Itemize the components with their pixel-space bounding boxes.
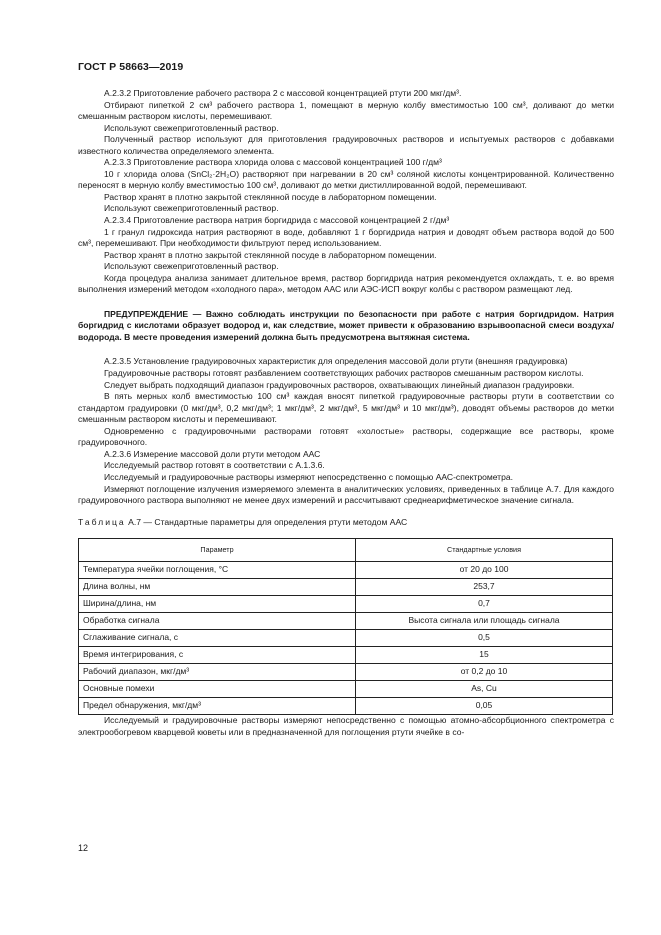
- paragraph: А.2.3.4 Приготовление раствора натрия боргидрида с массовой концентрацией 2 г/дм³: [104, 215, 450, 226]
- document-header: ГОСТ Р 58663—2019: [78, 61, 184, 73]
- warning-paragraph: ПРЕДУПРЕЖДЕНИЕ — Важно соблюдать инструкции по безопасности при работе с натрия боргидридом. Натрия боргидрид с кислотами образует водород и, как следствие, может привести к образованию взрывоопасной смеси воздуха/водорода. В месте проведения измерений должна быть предусмотрена вытяжная система.: [78, 308, 614, 342]
- paragraph: Раствор хранят в плотно закрытой стеклянной посуде в лабораторном помещении.: [104, 191, 437, 202]
- paragraph: Исследуемый раствор готовят в соответствии с А.1.3.6.: [104, 460, 325, 471]
- page-number: 12: [78, 843, 89, 853]
- table-header-cell: Параметр: [79, 539, 356, 562]
- paragraph: Одновременно с градуировочными растворами готовят «холостые» растворы, содержащие все растворы, кроме градуировочного.: [78, 425, 614, 448]
- table-cell-parameter: Предел обнаружения, мкг/дм³: [79, 698, 356, 715]
- table-row: [79, 681, 613, 698]
- paragraph: Используют свежеприготовленный раствор.: [104, 122, 279, 133]
- table-header-row: [79, 539, 613, 562]
- paragraph: А.2.3.2 Приготовление рабочего раствора 2 с массовой концентрацией ртути 200 мкг/дм³.: [104, 88, 462, 98]
- table-row: [79, 630, 613, 647]
- table-cell-value: As, Cu: [356, 681, 613, 698]
- table-row: [79, 647, 613, 664]
- table-caption: [78, 517, 614, 529]
- table-cell-parameter: Сглаживание сигнала, с: [79, 630, 356, 647]
- table-row: [79, 664, 613, 681]
- paragraph: 10 г хлорида олова (SnCl₂·2H₂O) растворяют при нагревании в 20 см³ соляной кислоты концентрированной. Количественно переносят в мерную колбу вместимостью 100 см³, доливают до метки дистиллированной водой, перемешивают.: [78, 168, 614, 191]
- paragraph: 1 г гранул гидроксида натрия растворяют в воде, добавляют 1 г боргидрида натрия и доводят объем раствора водой до 500 см³, перемешивают. При необходимости фильтруют перед использованием.: [78, 226, 614, 249]
- table-row: [79, 698, 613, 715]
- table-cell-value: 0,05: [356, 698, 613, 715]
- table-row: [79, 579, 613, 596]
- parameters-table: [78, 538, 613, 715]
- paragraph: А.2.3.5 Установление градуировочных характеристик для определения массовой доли ртути (внешняя градуировка): [104, 356, 568, 367]
- paragraph: Измеряют поглощение излучения измеряемого элемента в аналитических условиях, приведенных в таблице А.7. Для каждого градуировочного раствора выполняют не менее двух измерений и рассчитывают среднеарифметическое значение сигнала.: [78, 483, 614, 506]
- table-cell-parameter: Рабочий диапазон, мкг/дм³: [79, 664, 356, 681]
- paragraph: А.2.3.6 Измерение массовой доли ртути методом ААС: [104, 448, 321, 459]
- paragraph: Следует выбрать подходящий диапазон градуировочных растворов, охватывающих линейный диапазон градуировки.: [104, 379, 575, 390]
- table-caption-label: Таблица: [78, 516, 126, 527]
- paragraph: Исследуемый и градуировочные растворы измеряют непосредственно с помощью атомно-абсорбционного спектрометра с электрообогревом кварцевой кюветы или в предназначенной для поглощения ртути ячейке в со-: [78, 715, 614, 737]
- paragraph: Полученный раствор используют для приготовления градуировочных растворов и испытуемых растворов с добавками известного количества определяемого элемента.: [78, 134, 614, 156]
- table-row: [79, 613, 613, 630]
- table-cell-value: 0,5: [356, 630, 613, 647]
- paragraph: Раствор хранят в плотно закрытой стеклянной посуде в лабораторном помещении.: [104, 249, 437, 260]
- table-cell-parameter: Ширина/длина, нм: [79, 596, 356, 613]
- paragraph: Используют свежеприготовленный раствор.: [104, 261, 279, 272]
- table-cell-value: 0,7: [356, 596, 613, 613]
- table-header-cell: Стандартные условия: [356, 539, 613, 562]
- paragraph: Используют свежеприготовленный раствор.: [104, 203, 279, 214]
- table-cell-value: от 20 до 100: [356, 562, 613, 579]
- table-cell-value: от 0,2 до 10: [356, 664, 613, 681]
- paragraph: Отбирают пипеткой 2 см³ рабочего раствора 1, помещают в мерную колбу вместимостью 100 см³, доливают до метки смешанным раствором кислоты, перемешивают.: [78, 99, 614, 122]
- table-row: [79, 562, 613, 579]
- table-cell-parameter: Время интегрирования, с: [79, 647, 356, 664]
- table-cell-parameter: Обработка сигнала: [79, 613, 356, 630]
- paragraph: Исследуемый и градуировочные растворы измеряют непосредственно с помощью ААС-спектрометра.: [104, 471, 513, 482]
- table-cell-value: Высота сигнала или площадь сигнала: [356, 613, 613, 630]
- table-cell-value: 253,7: [356, 579, 613, 596]
- table-caption-text: А.7 — Стандартные параметры для определения ртути методом ААС: [125, 516, 408, 527]
- table-cell-parameter: Температура ячейки поглощения, °С: [79, 562, 356, 579]
- paragraph: А.2.3.3 Приготовление раствора хлорида олова с массовой концентрацией 100 г/дм³: [104, 157, 442, 168]
- table-row: [79, 596, 613, 613]
- paragraph: Градуировочные растворы готовят разбавлением соответствующих рабочих растворов смешанным раствором кислоты.: [104, 368, 584, 379]
- document-body: [78, 88, 614, 738]
- paragraph: В пять мерных колб вместимостью 100 см³ каждая вносят пипеткой градуировочные растворы ртути в соответствии со стандартом градуировки (0 мкг/дм³, 0,2 мкг/дм³; 1 мкг/дм³, 2 мкг/дм³, 5 мкг/дм³ и 10 мкг/дм³), доводят объемы растворов до метки смешанным раствором кислоты и перемешивают.: [78, 391, 614, 425]
- paragraph: Когда процедура анализа занимает длительное время, раствор боргидрида натрия рекомендуется охлаждать, т. е. во время выполнения измерений методом «холодного пара», методом ААС или АЭС-ИСП вокруг колбы с раствором размещают лед.: [78, 272, 614, 295]
- table-cell-parameter: Длина волны, нм: [79, 579, 356, 596]
- table-cell-value: 15: [356, 647, 613, 664]
- table-cell-parameter: Основные помехи: [79, 681, 356, 698]
